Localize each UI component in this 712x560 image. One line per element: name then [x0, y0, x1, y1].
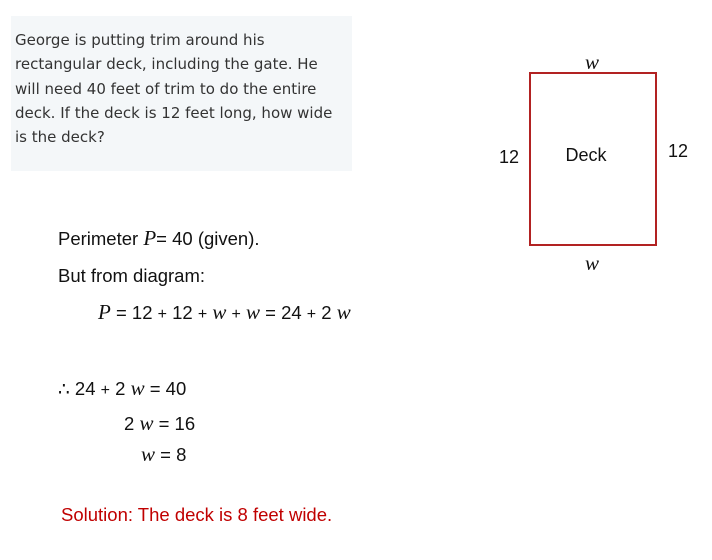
expr-var-w3: w — [336, 300, 351, 324]
simplify-var-w: w — [139, 411, 154, 435]
expr-var-w2: w — [245, 300, 260, 324]
perimeter-label: Perimeter — [58, 228, 144, 249]
simplify-part-1: 2 — [124, 413, 135, 434]
perimeter-given-line — [58, 226, 260, 251]
result-line — [141, 442, 186, 467]
expr-var-w1: w — [212, 300, 227, 324]
result-var-w: w — [141, 442, 156, 466]
expr-part-4: 2 — [321, 302, 332, 323]
from-diagram-line — [58, 265, 205, 287]
solution-line — [61, 504, 332, 526]
expr-plus-4: + — [306, 306, 317, 323]
expr-plus-1: + — [157, 306, 167, 323]
expr-part-2: 12 — [172, 302, 193, 323]
top-width-label: w — [584, 50, 600, 74]
expr-var-p: P — [98, 300, 111, 324]
therefore-symbol: ∴ — [58, 378, 70, 399]
eq-part-3: = 40 — [149, 378, 187, 399]
expr-plus-3: + — [231, 306, 241, 323]
eq-part-1: 24 — [74, 378, 96, 399]
perimeter-expression-line — [98, 300, 351, 325]
eq-part-2: 2 — [115, 378, 126, 399]
equation-line — [58, 376, 186, 401]
perimeter-value: = 40 (given). — [156, 228, 260, 249]
from-diagram-text: But from diagram: — [58, 265, 206, 286]
result-value: = 8 — [160, 444, 187, 465]
simplify-part-2: = 16 — [158, 413, 196, 434]
right-length-label: 12 — [667, 141, 689, 161]
simplify-line — [124, 411, 195, 436]
perimeter-variable: P — [143, 226, 157, 250]
deck-label: Deck — [565, 145, 607, 165]
eq-var-w: w — [130, 376, 145, 400]
bottom-width-label: w — [584, 251, 600, 275]
solution-text: Solution: The deck is 8 feet wide. — [61, 504, 333, 525]
expr-part-3: = 24 — [265, 302, 302, 323]
expr-part-1: = 12 — [115, 302, 153, 323]
expr-plus-2: + — [197, 306, 208, 323]
left-length-label: 12 — [498, 147, 520, 167]
eq-plus: + — [100, 382, 110, 399]
problem-text: George is putting trim around his rectangular deck, including the gate. He will need 40 feet of trim to do the entire deck. If the deck is 12 feet long, how wide is the deck? — [15, 31, 333, 147]
